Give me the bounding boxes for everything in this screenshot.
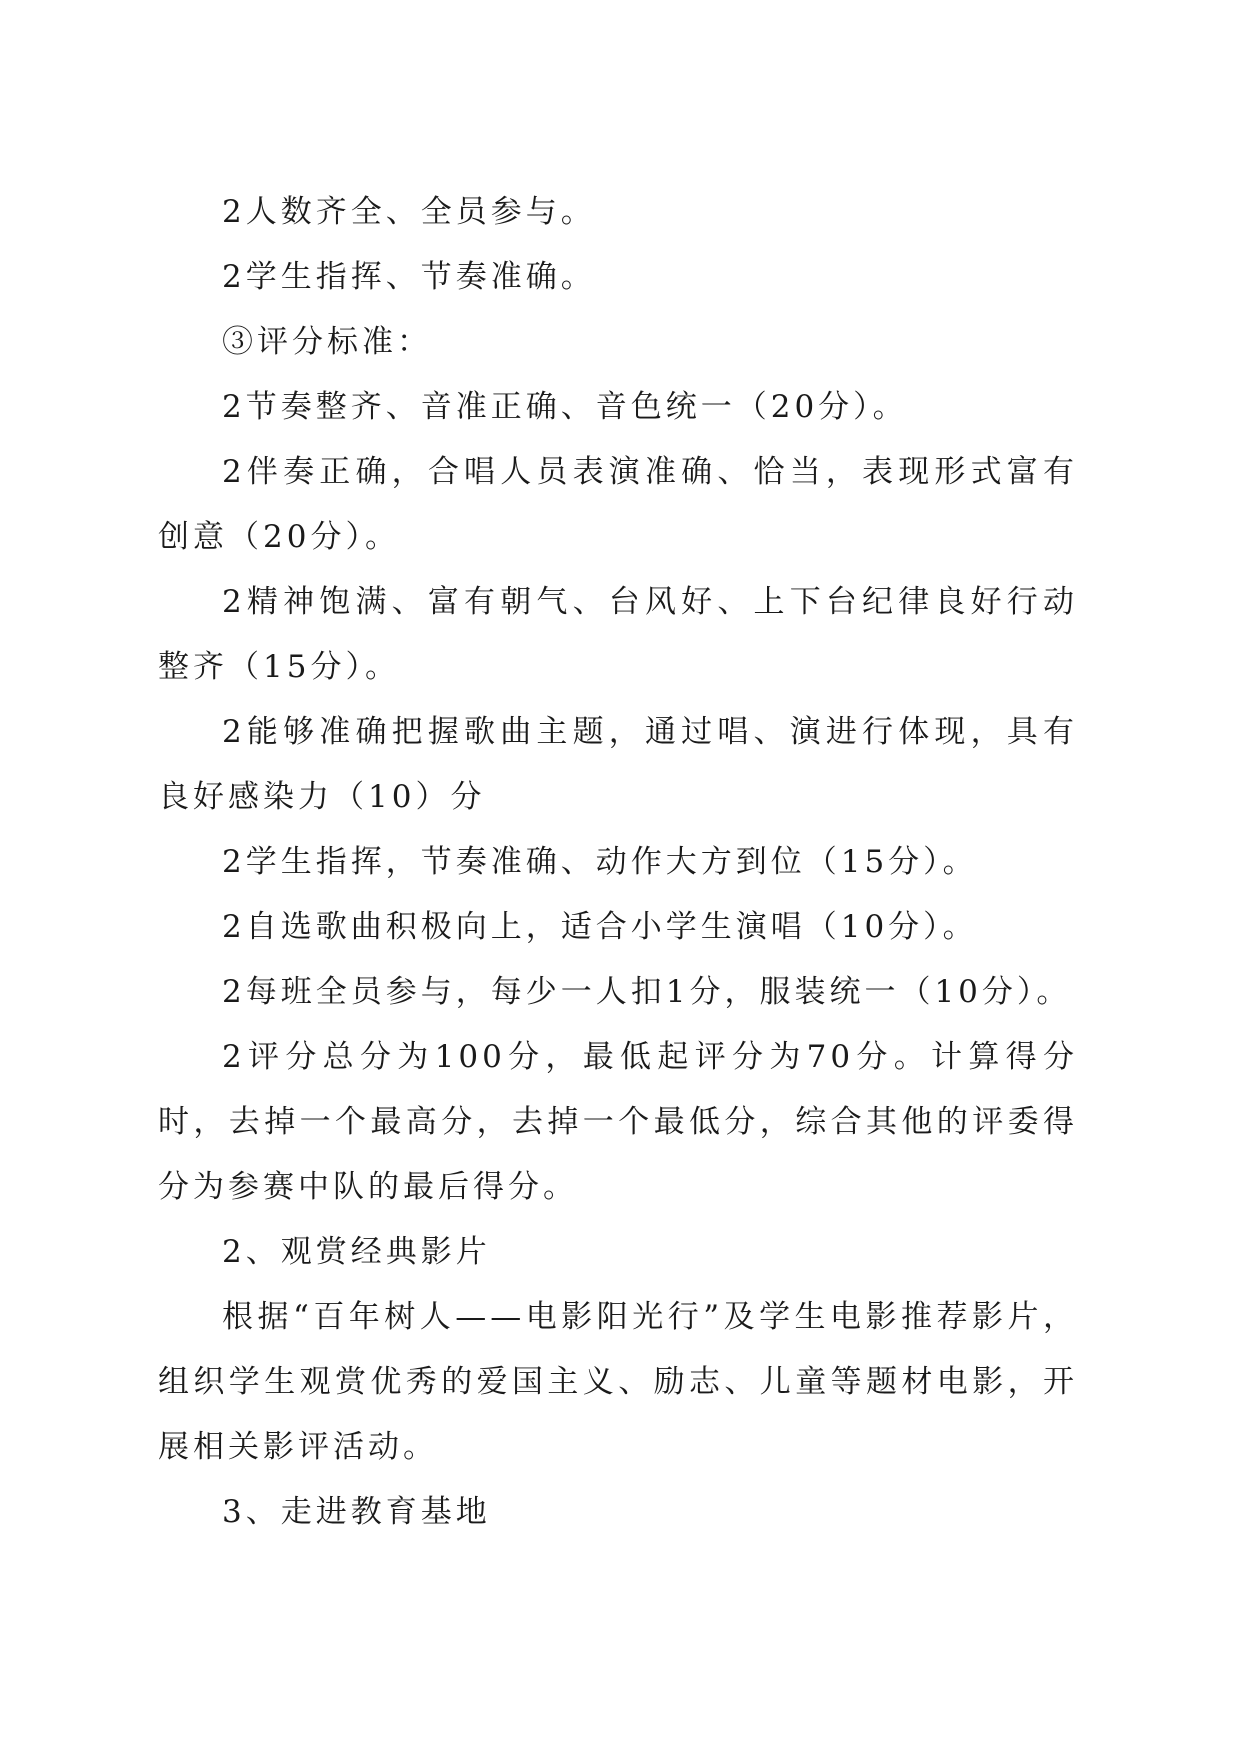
paragraph-film-activity: 根据“百年树人——电影阳光行”及学生电影推荐影片，组织学生观赏优秀的爱国主义、励志、儿童等题材电影，开展相关影评活动。 [158,1299,1078,1465]
document-body [158,180,1078,1545]
paragraph-criterion-rhythm: 2节奏整齐、音准正确、音色统一（20分）。 [222,389,908,425]
paragraph-scoring-heading: ③评分标准： [222,324,432,360]
paragraph-requirement-full-participation: 2人数齐全、全员参与。 [222,194,596,230]
paragraph-criterion-participation: 2每班全员参与，每少一人扣1分，服装统一（10分）。 [222,974,1072,1010]
paragraph-criterion-accompaniment: 2伴奏正确，合唱人员表演准确、恰当，表现形式富有创意（20分）。 [158,454,1078,555]
paragraph-criterion-conductor: 2学生指挥，节奏准确、动作大方到位（15分）。 [222,844,978,880]
section-heading-classic-films: 2、观赏经典影片 [222,1234,491,1270]
section-heading-education-base: 3、走进教育基地 [222,1494,491,1530]
paragraph-criterion-theme: 2能够准确把握歌曲主题，通过唱、演进行体现，具有良好感染力（10）分 [158,714,1078,815]
paragraph-criterion-spirit: 2精神饱满、富有朝气、台风好、上下台纪律良好行动整齐（15分）。 [158,584,1078,685]
paragraph-requirement-student-conductor: 2学生指挥、节奏准确。 [222,259,596,295]
paragraph-total-score-rule: 2评分总分为100分，最低起评分为70分。计算得分时，去掉一个最高分，去掉一个最低分，综合其他的评委得分为参赛中队的最后得分。 [158,1039,1078,1205]
paragraph-criterion-song-choice: 2自选歌曲积极向上，适合小学生演唱（10分）。 [222,909,978,945]
